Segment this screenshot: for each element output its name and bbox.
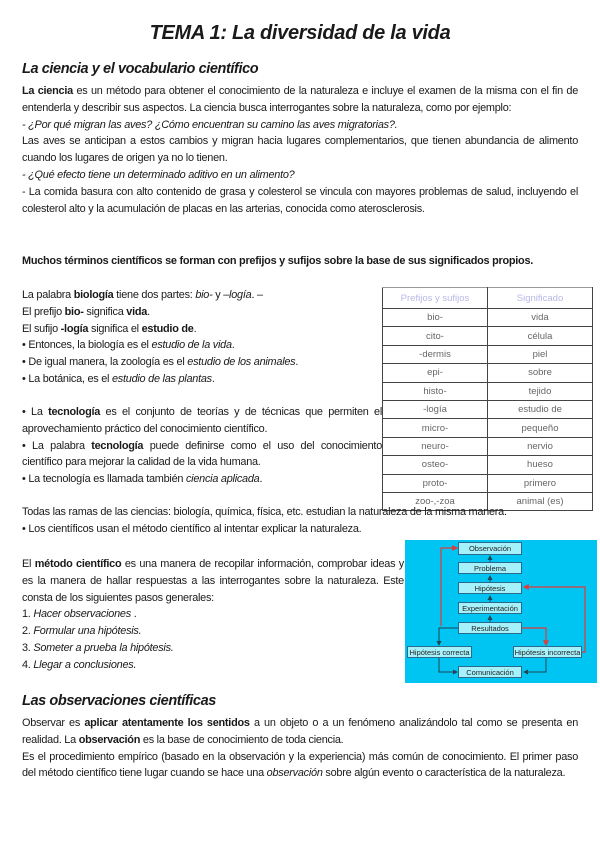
paragraph [22,640,404,657]
text-run: . [147,305,150,318]
text-run: bio- [64,305,84,318]
affix-cell: zoo-,-zoa [383,492,488,510]
text-run: estudio de los animales [187,356,296,369]
paragraph [22,404,382,438]
text-run: • Entonces, la biología es el [22,339,152,352]
affix-cell: micro- [383,419,488,437]
affix-cell: neuro- [383,437,488,455]
text-run: • La tecnología es llamada también [22,473,186,486]
text-run: • De igual manera, la zoología es el [22,356,188,369]
meaning-cell: pequeño [488,419,593,437]
text-run: La palabra [22,289,74,301]
text-run: es el conjunto de teorías y de técnicas que permiten el aprovechamiento práctico del conocimiento científico. [22,406,383,435]
diagram-box-resultados: Resultados [458,622,522,634]
paragraph [22,287,382,304]
text-run: bio- [195,289,213,301]
text-run: . – [251,289,263,301]
paragraph [22,606,404,623]
biology-explanation [22,287,382,388]
text-run: a un objeto o a un fenómeno analizándolo tal como se presenta en realidad. La [22,717,579,746]
meaning-cell: primero [488,474,593,492]
diagram-box-observacion: Observación [458,542,522,555]
table-row [383,400,593,418]
text-run: observación [78,733,141,746]
paragraph [22,354,382,371]
paragraph [22,371,382,388]
text-run: método científico [34,558,122,570]
text-run: Llegar a conclusiones. [33,658,137,671]
paragraph [22,321,382,338]
text-run: . [130,608,137,621]
scientific-method-diagram [405,540,597,683]
table-row [383,345,593,363]
text-run: Hacer observaciones [33,608,131,621]
table-row [383,364,593,382]
text-run: 4. [22,658,34,671]
text-run: • La botánica, es el [22,372,112,385]
affix-cell: bio- [383,309,488,327]
text-run: Observar es [22,717,85,729]
text-run: . [259,473,263,486]
paragraph [22,304,382,321]
diagram-box-hipotesis-incorrecta: Hipótesis incorrecta [514,648,581,657]
text-run: Someter a prueba la hipótesis. [33,641,174,654]
text-run: . [295,356,299,369]
diagram-box-hipotesis-correcta: Hipótesis correcta [407,646,472,658]
prefix-suffix-table [382,287,593,511]
column-header: Prefijos y sufijos [383,288,488,309]
diagram-box-problema: Problema [458,562,522,574]
text-run: . [231,339,235,352]
paragraph [22,623,404,640]
text-run: aplicar atentamente los sentidos [84,717,250,729]
text-run: - La comida basura con alto contenido de grasa y colesterol se vincula con mayores problemas de salud, incluyendo el colesterol alto y la acumulación de placas en las arterias, conocida como aterosclerosis. [22,185,578,215]
text-run: significa [83,305,127,318]
text-run: Es el procedimiento empírico (basado en la observación y la experiencia) más común de conocimiento. El primer paso del método científico tiene lugar cuando se hace una [22,750,578,780]
paragraph [22,521,578,538]
meaning-cell: animal (es) [488,492,593,510]
meaning-cell: nervio [488,437,593,455]
text-run: ciencia aplicada [185,473,260,486]
affix-cell: proto- [383,474,488,492]
meaning-cell: sobre [488,364,593,382]
text-run: Todas las ramas de las ciencias: biología, química, física, etc. estudian la naturaleza de la misma manera. [22,506,507,518]
paragraph [22,657,404,674]
table-header-row [383,288,593,309]
text-run: El prefijo [22,305,65,318]
text-run: 2. [22,625,34,638]
paragraph [22,504,578,521]
sciences-text [22,504,578,538]
text-run: tecnología [91,439,144,452]
diagram-box-experimentacion: Experimentación [458,602,522,614]
table-row [383,456,593,474]
text-run: Las aves se anticipan a estos cambios y migran hacia lugares complementarios, que tienen abundancia de alimento cuando los lugares de origen ya no lo tienen. [22,135,578,165]
paragraph [22,471,382,488]
text-run: tiene dos partes: [113,289,196,301]
meaning-cell: hueso [488,456,593,474]
diagram-box-hipotesis: Hipótesis [458,582,522,594]
scientific-method-text [22,556,404,674]
meaning-cell: célula [488,327,593,345]
text-run: sobre algún evento o característica de la naturaleza. [322,767,566,780]
column-header: Significado [488,288,593,309]
text-run: • Los científicos usan el método científico al intentar explicar la naturaleza. [22,522,362,535]
text-run: es la base de conocimiento de toda ciencia. [140,733,344,746]
paragraph [22,438,382,472]
paragraph [22,337,382,354]
affix-cell: histo- [383,382,488,400]
paragraph [22,167,578,184]
paragraph [22,749,578,783]
meaning-cell: piel [488,345,593,363]
text-run: - ¿Por qué migran las aves? ¿Cómo encuentran su camino las aves migratorias?. [22,118,398,131]
text-run: - ¿Qué efecto tiene un determinado aditivo en un alimento? [22,168,295,181]
text-run: observación [266,767,323,780]
text-run: y [212,289,224,301]
table-row [383,309,593,327]
text-run: 1. [22,608,34,621]
section-heading-ciencia: La ciencia y el vocabulario científico [22,61,259,77]
paragraph [22,117,578,134]
text-run: es una manera de recopilar información, comprobar ideas y es la manera de hallar respuestas a las interrogantes sobre la naturaleza. Este consta de los siguientes pasos generales: [22,558,404,604]
page-title: TEMA 1: La diversidad de la vida [149,22,451,44]
text-run: La ciencia [22,85,73,97]
meaning-cell: estudio de [488,400,593,418]
section-heading-observaciones: Las observaciones científicas [22,693,216,709]
paragraph [22,556,404,606]
text-run: El sufijo [22,322,61,335]
text-run: 3. [22,641,34,654]
text-run: vida [126,305,148,318]
paragraph [22,715,578,749]
table-row [383,327,593,345]
text-run: –logía [223,289,252,301]
technology-explanation [22,404,382,488]
meaning-cell: vida [488,309,593,327]
diagram-box-comunicacion: Comunicación [458,666,522,678]
text-run: tecnología [48,406,101,418]
text-run: puede definirse como el uso del conocimiento científico para mejorar la calidad de la vida humana. [22,439,382,469]
affix-cell: cito- [383,327,488,345]
text-run: El [22,558,35,570]
text-run: . [211,372,215,385]
text-run: significa el [88,322,142,335]
text-run: • La palabra [22,439,92,452]
affix-cell: -dermis [383,345,488,363]
table-row [383,437,593,455]
text-run: biología [73,289,114,301]
table-row [383,419,593,437]
table-row [383,474,593,492]
text-run: . [193,322,197,335]
intro-text [22,83,578,217]
affix-cell: -logía [383,400,488,418]
text-run: estudio de las plantas [112,372,212,385]
text-run: Formular una hipótesis. [33,625,142,638]
affix-cell: osteo- [383,456,488,474]
table-row [383,382,593,400]
text-run: es un método para obtener el conocimiento de la naturaleza e incluye el examen de la misma con el fin de entenderla y describir sus aspectos. La ciencia busca interrogantes sobre la naturaleza, como por ejemplo: [22,85,579,114]
paragraph [22,184,578,218]
paragraph [22,133,578,167]
meaning-cell: tejido [488,382,593,400]
observations-text [22,715,578,782]
text-run: -logía [60,322,89,335]
text-run: • La [22,406,49,418]
prefix-intro-line: Muchos términos científicos se forman con prefijos y sufijos sobre la base de sus significados propios. [22,255,534,267]
text-run: estudio de la vida [151,339,232,352]
text-run: estudio de [141,322,194,335]
paragraph [22,83,578,117]
affix-cell: epi- [383,364,488,382]
